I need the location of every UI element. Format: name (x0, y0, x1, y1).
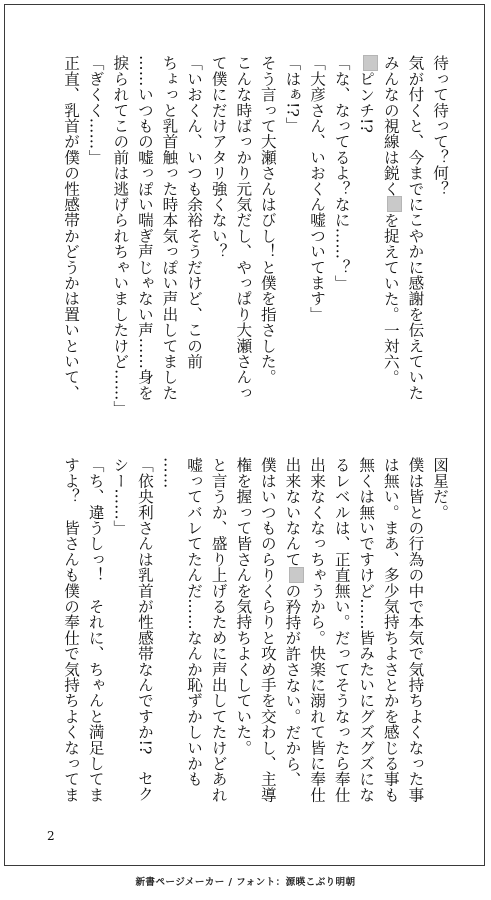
text-segment: 図星だ。 (431, 457, 449, 520)
text-segment: と言うか、盛り上げるために声出してたけどあれ (209, 457, 228, 803)
text-column (83, 55, 108, 427)
upper-text-block (59, 55, 453, 427)
text-segment: 気が付くと、今までにこやかに感謝を伝えていた (406, 55, 425, 401)
text-column (108, 457, 133, 817)
text-column (378, 55, 403, 427)
text-column (329, 55, 354, 427)
text-column (59, 55, 84, 427)
text-column (181, 55, 206, 427)
text-segment: みんなの視線は鋭く (381, 55, 400, 197)
text-segment: 「はぁ!?」 (283, 55, 302, 133)
text-column (157, 457, 182, 817)
text-segment: 「ち、違うしっ！ それに、ちゃんと満足してま (86, 457, 105, 803)
text-segment: こんな時ばっかり元気だし、やっぱり大瀬さんっ (234, 55, 253, 401)
text-segment: ……いつもの嘘っぽい喘ぎ声じゃない声……身を (135, 55, 154, 401)
text-segment: るレベルは、正直無い。だってそうなったら奉仕 (332, 457, 351, 803)
text-column (181, 457, 206, 817)
text-segment: 僕はいつものらりくらりと攻め手を交わし、主導 (258, 457, 277, 803)
text-segment: 出来ないなんて (283, 457, 302, 567)
text-segment: 正直、乳首が僕の性感帯かどうかは置いといて、 (62, 55, 81, 401)
text-segment: 「いおくん、いつも余裕そうだけど、この前 (185, 55, 204, 369)
text-segment: ちょっと乳首触った時本気っぽい声出してました (160, 55, 179, 401)
book-page (4, 4, 485, 866)
censor-mark (363, 55, 378, 71)
text-segment: そう言って大瀬さんはびし！と僕を指さした。 (258, 55, 277, 385)
text-segment: 権を握って皆さんを気持ちよくしていた。 (234, 457, 253, 756)
text-segment: 僕は皆との行為の中で本気で気持ちよくなった事 (406, 457, 425, 803)
text-segment: 待って待って？何？ (431, 55, 449, 197)
lower-text-block (59, 457, 453, 817)
text-column (354, 457, 379, 817)
text-column (157, 55, 182, 427)
text-segment: …… (160, 457, 179, 489)
text-column (132, 55, 157, 427)
text-segment: の矜持が許さない。だから、 (283, 582, 302, 788)
text-segment: を捉えていた。一対六。 (381, 212, 400, 386)
text-column (108, 55, 133, 427)
text-column (255, 55, 280, 427)
text-column (427, 55, 452, 427)
text-column (354, 55, 379, 427)
text-segment: シー……」 (111, 457, 130, 536)
text-segment: 嘘ってバレてたんだ……なんか恥ずかしいかも (185, 457, 204, 787)
text-column (83, 457, 108, 817)
text-segment: 「ぎくく……」 (86, 55, 105, 165)
text-column (132, 457, 157, 817)
text-column (280, 457, 305, 817)
text-column (231, 457, 256, 817)
text-column (280, 55, 305, 427)
text-segment: ピンチ!? (357, 71, 376, 133)
text-column (403, 457, 428, 817)
text-column (403, 55, 428, 427)
text-segment: 「な、なってるよ？なに……？」 (332, 55, 351, 291)
censor-mark (387, 196, 402, 212)
page-number: 2 (47, 829, 55, 843)
text-column (255, 457, 280, 817)
text-segment: て僕にだけアタリ強くない？ (209, 55, 228, 260)
text-column (427, 457, 452, 817)
text-segment: 出来なくなっちゃうから。快楽に溺れて皆に奉仕 (308, 457, 327, 803)
text-column (206, 55, 231, 427)
text-segment: 捩られてこの前は逃げられちゃいましたけど……」 (111, 55, 130, 417)
text-segment: 無くは無いですけど……皆みたいにグズグズにな (357, 457, 376, 803)
text-column (231, 55, 256, 427)
text-column (59, 457, 84, 817)
text-column (378, 457, 403, 817)
text-segment: 「依央利さんは乳首が性感帯なんですか!? セク (135, 457, 154, 802)
text-segment: すよ？ 皆さんも僕の奉仕で気持ちよくなってま (62, 457, 81, 803)
text-column (329, 457, 354, 817)
text-segment: 「大彦さん、いおくん嘘ついてます」 (308, 55, 327, 322)
text-segment: は無い。まあ、多少気持ちよさとかを感じる事も (381, 457, 400, 803)
text-column (206, 457, 231, 817)
text-column (304, 457, 329, 817)
text-column (304, 55, 329, 427)
footer-credit: 新書ページメーカー / フォント：源暎こぶり明朝 (135, 877, 356, 888)
censor-mark (289, 567, 304, 583)
